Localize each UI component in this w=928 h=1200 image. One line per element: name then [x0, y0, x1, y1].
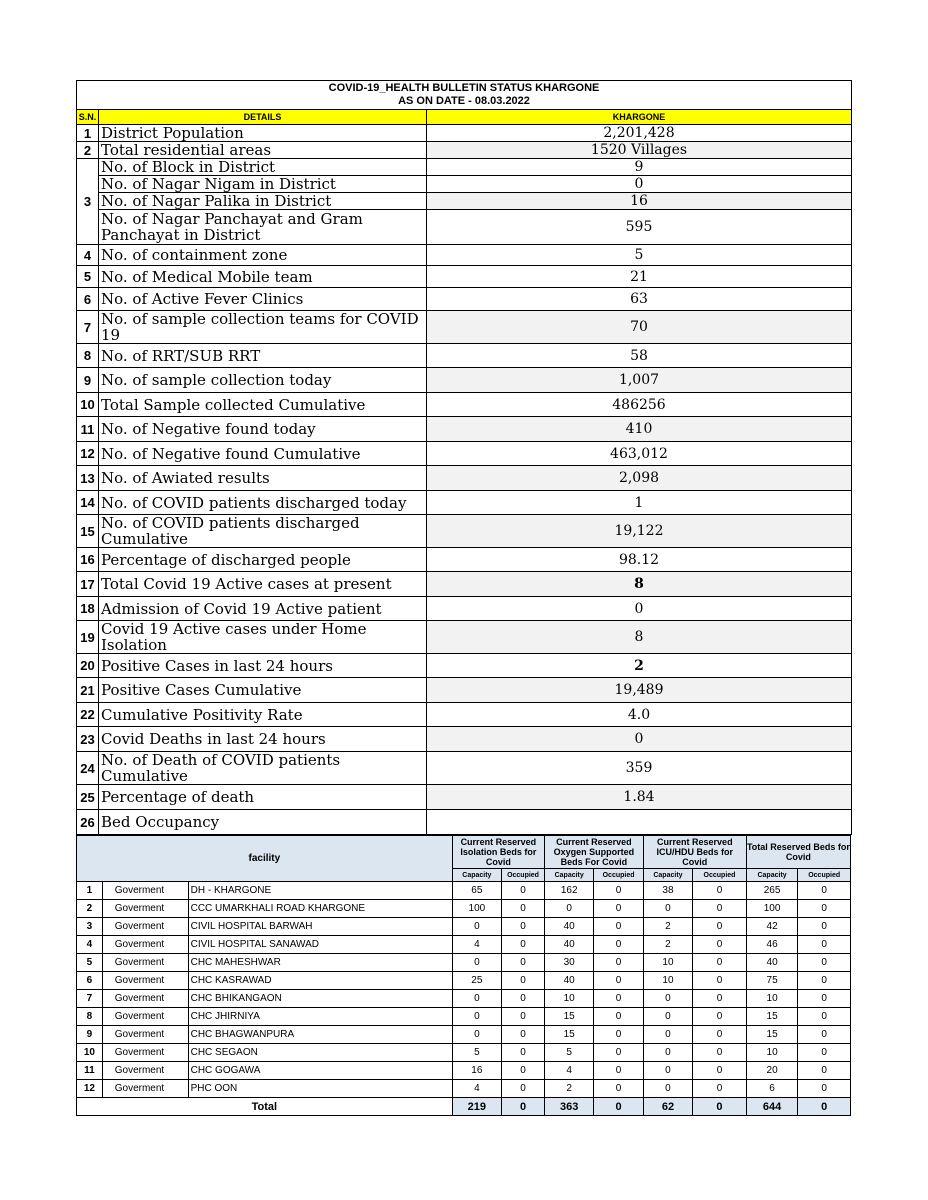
header-sn: S.N.: [77, 110, 99, 125]
row-sn: 8: [77, 344, 99, 368]
row-value: 2: [427, 654, 852, 678]
bed-capacity-cell: 0: [643, 1026, 692, 1044]
total-capacity-cell: 644: [746, 1098, 798, 1116]
bed-row-owner: Goverment: [102, 972, 188, 990]
bed-row: [77, 1062, 851, 1080]
bed-occupied-cell: 0: [798, 1008, 851, 1026]
bulletin-row: [77, 176, 852, 193]
row-detail: No. of COVID patients discharged today: [99, 491, 427, 515]
row-value: 9: [427, 159, 852, 176]
total-capacity-cell: 62: [643, 1098, 692, 1116]
row-sn: 21: [77, 678, 99, 703]
bulletin-row: [77, 810, 852, 835]
bed-row: [77, 1026, 851, 1044]
row-sn: 14: [77, 491, 99, 515]
row-value: 98.12: [427, 548, 852, 572]
bed-row-sn: 11: [77, 1062, 103, 1080]
bulletin-row: [77, 368, 852, 393]
bed-row-sn: 9: [77, 1026, 103, 1044]
bed-total-row: [77, 1098, 851, 1116]
row-value: 63: [427, 288, 852, 311]
bed-occupied-cell: 0: [798, 954, 851, 972]
bed-capacity-cell: 42: [746, 918, 798, 936]
occupied-header: Occupied: [798, 869, 851, 882]
bed-occupied-cell: 0: [693, 936, 747, 954]
bulletin-row: [77, 245, 852, 266]
bed-capacity-cell: 0: [452, 954, 501, 972]
bulletin-title: [77, 81, 852, 110]
row-detail: No. of sample collection teams for COVID 19: [99, 311, 427, 344]
row-value: 595: [427, 210, 852, 245]
bed-occupied-cell: 0: [502, 882, 545, 900]
row-detail: No. of Active Fever Clinics: [99, 288, 427, 311]
row-value: 8: [427, 621, 852, 654]
bed-capacity-cell: 4: [452, 1080, 501, 1098]
bed-occupied-cell: 0: [693, 1026, 747, 1044]
row-detail: Covid 19 Active cases under Home Isolation: [99, 621, 427, 654]
bulletin-row: [77, 752, 852, 785]
row-detail: Positive Cases Cumulative: [99, 678, 427, 703]
bed-capacity-cell: 0: [452, 918, 501, 936]
bed-occupied-cell: 0: [798, 918, 851, 936]
bulletin-row: [77, 311, 852, 344]
row-sn: 20: [77, 654, 99, 678]
bulletin-row: [77, 785, 852, 810]
bed-occupied-cell: 0: [502, 1080, 545, 1098]
capacity-header: Capacity: [545, 869, 594, 882]
total-occupied-cell: 0: [502, 1098, 545, 1116]
row-value: 19,489: [427, 678, 852, 703]
row-detail: No. of Awiated results: [99, 466, 427, 491]
bed-row-sn: 1: [77, 882, 103, 900]
column-header-row: [77, 110, 852, 125]
bed-occupied-cell: 0: [693, 1080, 747, 1098]
bed-occupied-cell: 0: [693, 882, 747, 900]
bed-row-owner: Goverment: [102, 882, 188, 900]
bed-capacity-cell: 15: [545, 1026, 594, 1044]
bed-capacity-cell: 4: [452, 936, 501, 954]
row-sn: 7: [77, 311, 99, 344]
bed-occupied-cell: 0: [502, 1026, 545, 1044]
row-value: 486256: [427, 393, 852, 417]
bed-capacity-cell: 0: [452, 990, 501, 1008]
bed-capacity-cell: 265: [746, 882, 798, 900]
bed-row-facility: CHC GOGAWA: [188, 1062, 452, 1080]
bed-capacity-cell: 10: [746, 990, 798, 1008]
row-detail: Admission of Covid 19 Active patient: [99, 597, 427, 621]
bulletin-row: [77, 654, 852, 678]
bed-capacity-cell: 65: [452, 882, 501, 900]
bed-capacity-cell: 10: [545, 990, 594, 1008]
bed-occupied-cell: 0: [502, 954, 545, 972]
bed-row-owner: Goverment: [102, 1026, 188, 1044]
bed-capacity-cell: 0: [643, 1044, 692, 1062]
bed-row: [77, 1008, 851, 1026]
bed-occupied-cell: 0: [693, 918, 747, 936]
bed-row-facility: CIVIL HOSPITAL SANAWAD: [188, 936, 452, 954]
bed-row: [77, 918, 851, 936]
bulletin-row: [77, 678, 852, 703]
bulletin-row: [77, 159, 852, 176]
total-occupied-cell: 0: [594, 1098, 643, 1116]
bulletin-row: [77, 548, 852, 572]
bed-capacity-cell: 40: [545, 918, 594, 936]
bed-row-facility: CHC JHIRNIYA: [188, 1008, 452, 1026]
bed-capacity-cell: 0: [643, 1062, 692, 1080]
bed-capacity-cell: 2: [545, 1080, 594, 1098]
bed-capacity-cell: 0: [545, 900, 594, 918]
bed-row-facility: CHC KASRAWAD: [188, 972, 452, 990]
bed-occupied-cell: 0: [502, 918, 545, 936]
row-value: 19,122: [427, 515, 852, 548]
row-sn: 3: [77, 159, 99, 245]
row-detail: No. of Negative found Cumulative: [99, 442, 427, 466]
bed-occupied-cell: 0: [594, 1044, 643, 1062]
row-detail: No. of Nagar Palika in District: [99, 193, 427, 210]
row-sn: 16: [77, 548, 99, 572]
bed-occupied-cell: 0: [594, 1080, 643, 1098]
bed-capacity-cell: 6: [746, 1080, 798, 1098]
bed-row-sn: 10: [77, 1044, 103, 1062]
oxygen-beds-header: Current Reserved Oxygen Supported Beds For Covid: [545, 836, 644, 869]
bed-capacity-cell: 5: [452, 1044, 501, 1062]
bed-occupied-cell: 0: [798, 882, 851, 900]
bed-occupied-cell: 0: [798, 936, 851, 954]
bulletin-row: [77, 344, 852, 368]
bed-capacity-cell: 2: [643, 936, 692, 954]
row-detail: No. of Block in District: [99, 159, 427, 176]
bed-row-facility: PHC OON: [188, 1080, 452, 1098]
row-value: 8: [427, 572, 852, 597]
row-value: 359: [427, 752, 852, 785]
bed-row-sn: 4: [77, 936, 103, 954]
row-sn: 13: [77, 466, 99, 491]
bulletin-row: [77, 210, 852, 245]
row-sn: 26: [77, 810, 99, 835]
bed-row: [77, 1044, 851, 1062]
bed-capacity-cell: 2: [643, 918, 692, 936]
bed-row-sn: 8: [77, 1008, 103, 1026]
row-detail: Total Sample collected Cumulative: [99, 393, 427, 417]
occupied-header: Occupied: [594, 869, 643, 882]
bed-occupied-cell: 0: [798, 972, 851, 990]
row-sn: 11: [77, 417, 99, 442]
bed-occupied-cell: 0: [594, 936, 643, 954]
bulletin-row: [77, 491, 852, 515]
bed-occupied-cell: 0: [502, 936, 545, 954]
row-sn: 9: [77, 368, 99, 393]
bed-capacity-cell: 0: [643, 1008, 692, 1026]
row-detail: Covid Deaths in last 24 hours: [99, 727, 427, 752]
header-details: DETAILS: [99, 110, 427, 125]
bed-capacity-cell: 0: [452, 1026, 501, 1044]
bulletin-row: [77, 193, 852, 210]
row-value: [427, 810, 852, 835]
bulletin-row: [77, 572, 852, 597]
bed-capacity-cell: 100: [746, 900, 798, 918]
row-detail: Percentage of death: [99, 785, 427, 810]
bed-row: [77, 972, 851, 990]
facility-header: facility: [77, 836, 453, 882]
row-value: 70: [427, 311, 852, 344]
bed-occupied-cell: 0: [594, 954, 643, 972]
row-value: 463,012: [427, 442, 852, 466]
row-value: 0: [427, 597, 852, 621]
row-detail: Cumulative Positivity Rate: [99, 703, 427, 727]
row-sn: 4: [77, 245, 99, 266]
title-line-2: AS ON DATE - 08.03.2022: [398, 95, 530, 107]
row-sn: 15: [77, 515, 99, 548]
bulletin-row: [77, 125, 852, 142]
row-value: 16: [427, 193, 852, 210]
bed-row-owner: Goverment: [102, 918, 188, 936]
bed-capacity-cell: 0: [643, 1080, 692, 1098]
row-detail: No. of COVID patients discharged Cumulative: [99, 515, 427, 548]
row-sn: 6: [77, 288, 99, 311]
occupied-header: Occupied: [693, 869, 747, 882]
bulletin-row: [77, 288, 852, 311]
bed-occupied-cell: 0: [594, 900, 643, 918]
bed-occupied-cell: 0: [502, 1044, 545, 1062]
bed-row: [77, 1080, 851, 1098]
row-sn: 1: [77, 125, 99, 142]
bed-capacity-cell: 30: [545, 954, 594, 972]
bed-capacity-cell: 162: [545, 882, 594, 900]
occupied-header: Occupied: [502, 869, 545, 882]
row-detail: Total Covid 19 Active cases at present: [99, 572, 427, 597]
bed-occupied-cell: 0: [594, 990, 643, 1008]
bed-occupied-cell: 0: [502, 1008, 545, 1026]
bed-occupied-cell: 0: [798, 1044, 851, 1062]
row-sn: 18: [77, 597, 99, 621]
bulletin-row: [77, 442, 852, 466]
bulletin-row: [77, 142, 852, 159]
bed-row-owner: Goverment: [102, 1008, 188, 1026]
bed-row-owner: Goverment: [102, 954, 188, 972]
bed-capacity-cell: 100: [452, 900, 501, 918]
row-value: 21: [427, 266, 852, 288]
row-value: 4.0: [427, 703, 852, 727]
bed-row-facility: CIVIL HOSPITAL BARWAH: [188, 918, 452, 936]
bed-row-facility: CCC UMARKHALI ROAD KHARGONE: [188, 900, 452, 918]
row-detail: Positive Cases in last 24 hours: [99, 654, 427, 678]
row-value: 5: [427, 245, 852, 266]
bed-occupied-cell: 0: [693, 1062, 747, 1080]
bed-capacity-cell: 15: [746, 1008, 798, 1026]
bed-capacity-cell: 0: [643, 900, 692, 918]
row-detail: No. of sample collection today: [99, 368, 427, 393]
bed-occupied-cell: 0: [693, 1044, 747, 1062]
row-value: 2,098: [427, 466, 852, 491]
title-line-1: COVID-19_HEALTH BULLETIN STATUS KHARGONE: [328, 82, 600, 94]
row-detail: No. of containment zone: [99, 245, 427, 266]
row-sn: 2: [77, 142, 99, 159]
bed-occupied-cell: 0: [502, 1062, 545, 1080]
bed-row-sn: 5: [77, 954, 103, 972]
bed-row-owner: Goverment: [102, 900, 188, 918]
bulletin-row: [77, 621, 852, 654]
bed-occupied-cell: 0: [693, 972, 747, 990]
row-value: 58: [427, 344, 852, 368]
bulletin-summary-table: [76, 80, 852, 835]
row-detail: District Population: [99, 125, 427, 142]
total-capacity-cell: 219: [452, 1098, 501, 1116]
row-sn: 5: [77, 266, 99, 288]
row-value: 2,201,428: [427, 125, 852, 142]
bed-capacity-cell: 20: [746, 1062, 798, 1080]
bed-row-facility: DH - KHARGONE: [188, 882, 452, 900]
bulletin-row: [77, 466, 852, 491]
bed-occupied-cell: 0: [502, 972, 545, 990]
bed-row-sn: 6: [77, 972, 103, 990]
bed-occupied-cell: 0: [693, 954, 747, 972]
row-value: 1,007: [427, 368, 852, 393]
bed-occupied-cell: 0: [502, 990, 545, 1008]
row-detail: Bed Occupancy: [99, 810, 427, 835]
row-value: 0: [427, 176, 852, 193]
total-occupied-cell: 0: [693, 1098, 747, 1116]
bed-occupied-cell: 0: [594, 882, 643, 900]
bed-row-owner: Goverment: [102, 1044, 188, 1062]
row-value: 0: [427, 727, 852, 752]
bed-occupied-cell: 0: [693, 900, 747, 918]
bed-occupied-cell: 0: [594, 1008, 643, 1026]
bulletin-row: [77, 703, 852, 727]
bulletin-row: [77, 597, 852, 621]
row-sn: 25: [77, 785, 99, 810]
total-capacity-cell: 363: [545, 1098, 594, 1116]
bed-capacity-cell: 0: [452, 1008, 501, 1026]
bulletin-sheet: [76, 80, 851, 1116]
bed-row-sn: 12: [77, 1080, 103, 1098]
bed-occupied-cell: 0: [693, 1008, 747, 1026]
bed-capacity-cell: 5: [545, 1044, 594, 1062]
bed-occupancy-table: [76, 835, 851, 1116]
row-sn: 10: [77, 393, 99, 417]
bed-capacity-cell: 75: [746, 972, 798, 990]
capacity-header: Capacity: [746, 869, 798, 882]
bed-occupied-cell: 0: [798, 1062, 851, 1080]
bulletin-row: [77, 417, 852, 442]
row-sn: 12: [77, 442, 99, 466]
header-district: KHARGONE: [427, 110, 852, 125]
bed-row-facility: CHC BHAGWANPURA: [188, 1026, 452, 1044]
row-detail: Total residential areas: [99, 142, 427, 159]
bed-occupied-cell: 0: [502, 900, 545, 918]
bed-capacity-cell: 0: [643, 990, 692, 1008]
bed-occupied-cell: 0: [693, 990, 747, 1008]
bed-capacity-cell: 15: [746, 1026, 798, 1044]
total-occupied-cell: 0: [798, 1098, 851, 1116]
bed-row-sn: 3: [77, 918, 103, 936]
bed-capacity-cell: 4: [545, 1062, 594, 1080]
bed-row-owner: Goverment: [102, 936, 188, 954]
row-detail: No. of Nagar Panchayat and Gram Panchayat in District: [99, 210, 427, 245]
bed-row-facility: CHC MAHESHWAR: [188, 954, 452, 972]
bed-capacity-cell: 10: [643, 972, 692, 990]
row-value: 1.84: [427, 785, 852, 810]
bed-occupied-cell: 0: [594, 972, 643, 990]
bed-capacity-cell: 40: [746, 954, 798, 972]
total-beds-header: Total Reserved Beds for Covid: [746, 836, 850, 869]
bed-capacity-cell: 46: [746, 936, 798, 954]
bed-row: [77, 882, 851, 900]
bed-capacity-cell: 16: [452, 1062, 501, 1080]
bed-row-sn: 7: [77, 990, 103, 1008]
bulletin-row: [77, 515, 852, 548]
row-value: 1520 Villages: [427, 142, 852, 159]
bed-capacity-cell: 15: [545, 1008, 594, 1026]
bulletin-row: [77, 393, 852, 417]
icu-beds-header: Current Reserved ICU/HDU Beds for Covid: [643, 836, 746, 869]
bulletin-row: [77, 266, 852, 288]
bed-row-owner: Goverment: [102, 990, 188, 1008]
row-detail: No. of Death of COVID patients Cumulative: [99, 752, 427, 785]
bed-capacity-cell: 38: [643, 882, 692, 900]
row-value: 410: [427, 417, 852, 442]
row-sn: 23: [77, 727, 99, 752]
capacity-header: Capacity: [452, 869, 501, 882]
row-sn: 17: [77, 572, 99, 597]
row-detail: No. of Negative found today: [99, 417, 427, 442]
bed-capacity-cell: 40: [545, 936, 594, 954]
bed-occupied-cell: 0: [798, 900, 851, 918]
bed-occupied-cell: 0: [798, 1080, 851, 1098]
row-value: 1: [427, 491, 852, 515]
bed-row-owner: Goverment: [102, 1080, 188, 1098]
row-detail: No. of Nagar Nigam in District: [99, 176, 427, 193]
bed-occupied-cell: 0: [798, 1026, 851, 1044]
total-label: Total: [77, 1098, 453, 1116]
bed-occupied-cell: 0: [594, 918, 643, 936]
bed-row: [77, 900, 851, 918]
bed-row: [77, 936, 851, 954]
bed-row-facility: CHC SEGAON: [188, 1044, 452, 1062]
row-sn: 19: [77, 621, 99, 654]
isolation-beds-header: Current Reserved Isolation Beds for Covid: [452, 836, 544, 869]
bed-capacity-cell: 40: [545, 972, 594, 990]
bulletin-row: [77, 727, 852, 752]
bed-capacity-cell: 10: [643, 954, 692, 972]
bed-occupied-cell: 0: [798, 990, 851, 1008]
row-detail: No. of RRT/SUB RRT: [99, 344, 427, 368]
bed-capacity-cell: 10: [746, 1044, 798, 1062]
bed-row: [77, 954, 851, 972]
bed-row-owner: Goverment: [102, 1062, 188, 1080]
bed-row: [77, 990, 851, 1008]
row-detail: Percentage of discharged people: [99, 548, 427, 572]
row-detail: No. of Medical Mobile team: [99, 266, 427, 288]
row-sn: 24: [77, 752, 99, 785]
bed-occupied-cell: 0: [594, 1026, 643, 1044]
row-sn: 22: [77, 703, 99, 727]
bed-row-facility: CHC BHIKANGAON: [188, 990, 452, 1008]
bed-capacity-cell: 25: [452, 972, 501, 990]
bed-row-sn: 2: [77, 900, 103, 918]
capacity-header: Capacity: [643, 869, 692, 882]
bed-occupied-cell: 0: [594, 1062, 643, 1080]
